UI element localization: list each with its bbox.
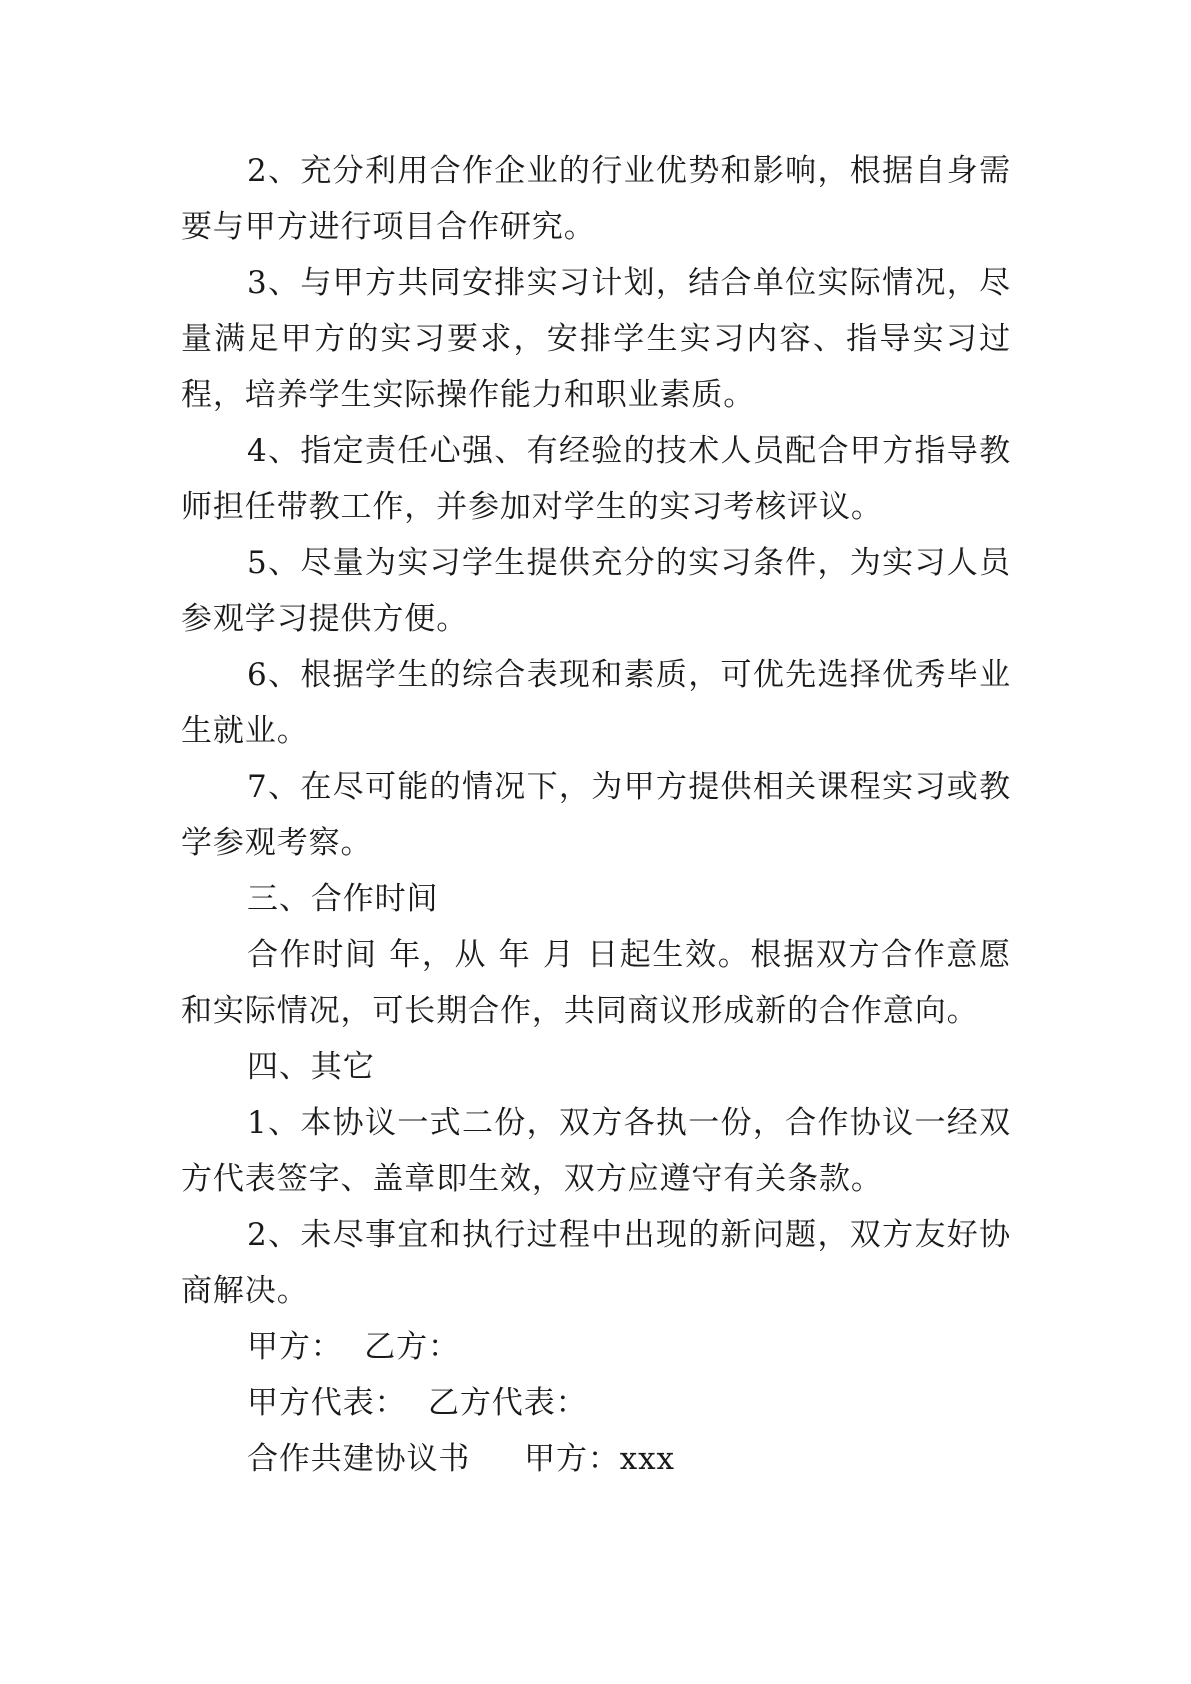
- next-document-title: 合作共建协议书 甲方：xxx: [247, 1441, 675, 1477]
- paragraph-item-6: 6、根据学生的综合表现和素质，可优先选择优秀毕业生就业。: [181, 657, 1011, 749]
- signature-parties: 甲方： 乙方：: [247, 1329, 460, 1365]
- paragraph-cooperation-time: 合作时间 年，从 年 月 日起生效。根据双方合作意愿和实际情况，可长期合作，共同商议形成新的合作意向。: [181, 937, 1011, 1029]
- paragraph-other-1: 1、本协议一式二份，双方各执一份，合作协议一经双方代表签字、盖章即生效，双方应遵守有关条款。: [181, 1105, 1011, 1197]
- paragraph-other-2: 2、未尽事宜和执行过程中出现的新问题，双方友好协商解决。: [181, 1217, 1011, 1309]
- paragraph-item-7: 7、在尽可能的情况下，为甲方提供相关课程实习或教学参观考察。: [181, 769, 1011, 861]
- document-body: [181, 143, 1011, 1487]
- paragraph-item-5: 5、尽量为实习学生提供充分的实习条件，为实习人员参观学习提供方便。: [181, 545, 1011, 637]
- section-heading-other: 四、其它: [247, 1049, 375, 1085]
- paragraph-item-2: 2、充分利用合作企业的行业优势和影响，根据自身需要与甲方进行项目合作研究。: [181, 153, 1011, 245]
- paragraph-item-3: 3、与甲方共同安排实习计划，结合单位实际情况，尽量满足甲方的实习要求，安排学生实习内容、指导实习过程，培养学生实际操作能力和职业素质。: [181, 265, 1011, 413]
- section-heading-cooperation-time: 三、合作时间: [247, 881, 439, 917]
- paragraph-item-4: 4、指定责任心强、有经验的技术人员配合甲方指导教师担任带教工作，并参加对学生的实习考核评议。: [181, 433, 1011, 525]
- signature-representatives: 甲方代表： 乙方代表：: [247, 1385, 588, 1421]
